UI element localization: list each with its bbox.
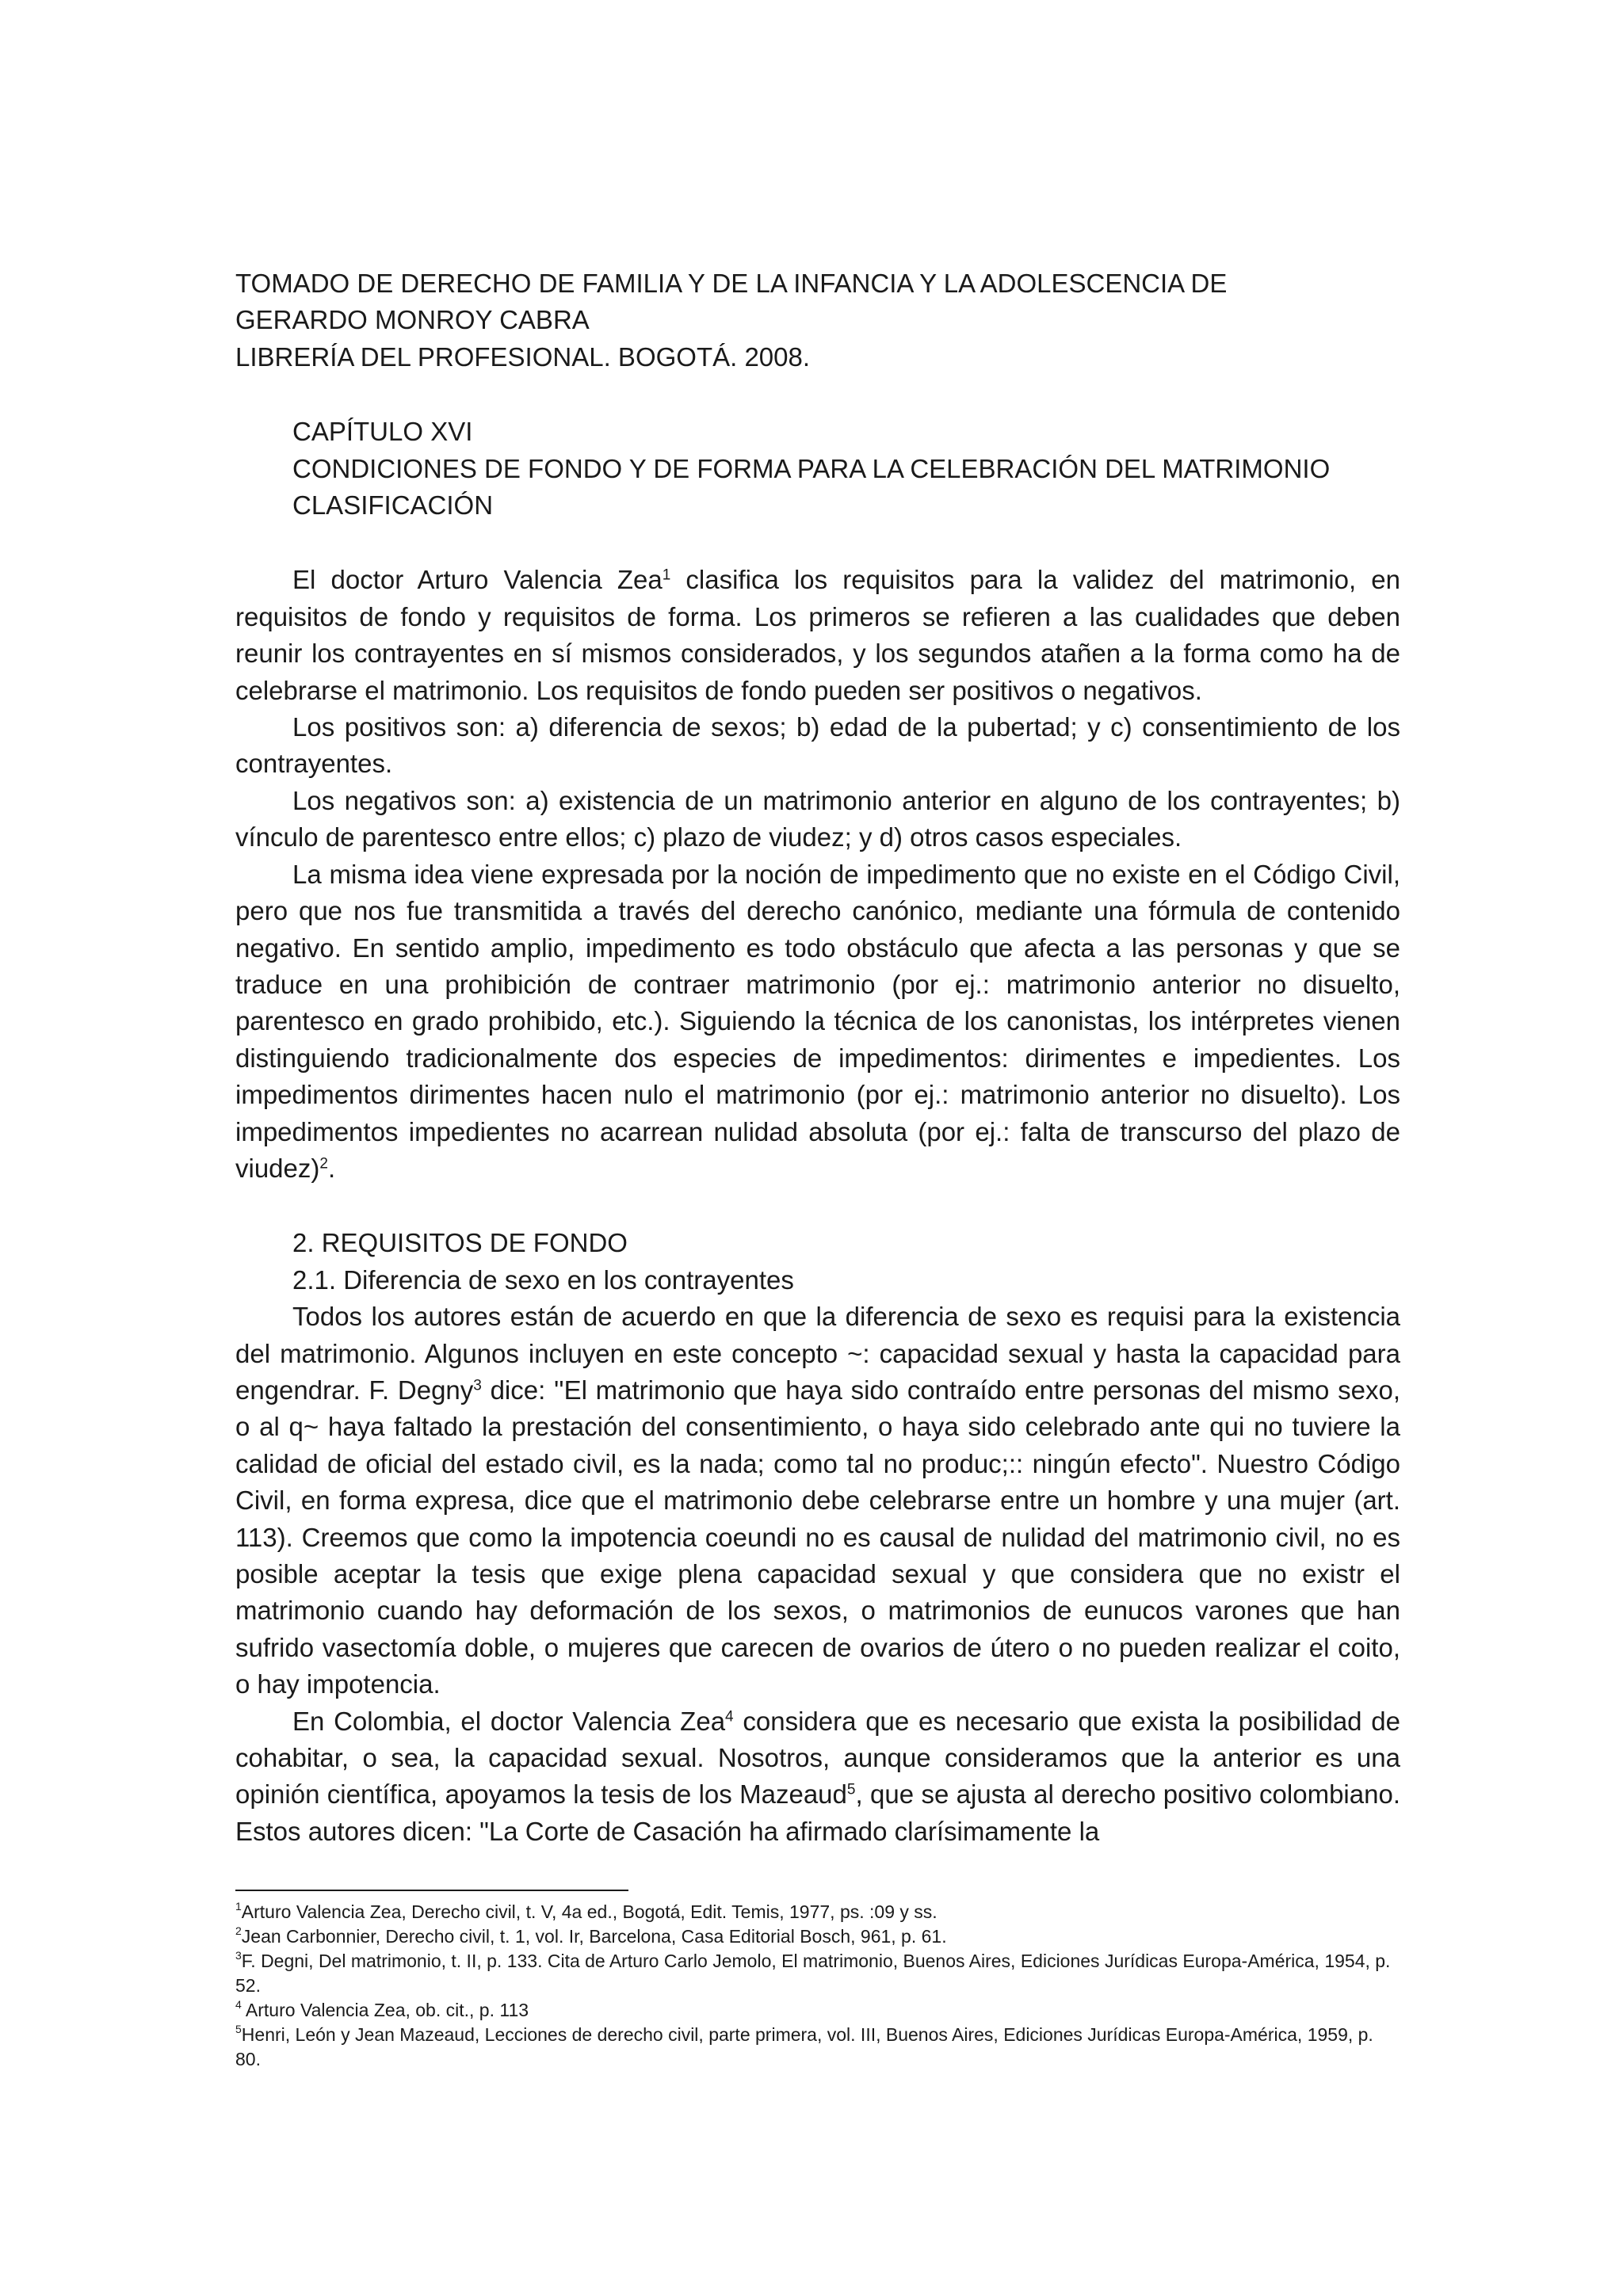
- source-line-2: GERARDO MONROY CABRA: [235, 305, 590, 335]
- paragraph-text: considera que es necesario que exista la posibilidad de cohabitar, o sea, la capacidad sexual. Nosotros, aunque consideramos que la anterior es una opinión científica, apoyamos la tesis de los Mazeaud: [235, 1706, 1400, 1810]
- section-body: [235, 1299, 1400, 1850]
- paragraph: [235, 1299, 1400, 1703]
- footnote-text: Jean Carbonnier, Derecho civil, t. 1, vol. Ir, Barcelona, Casa Editorial Bosch, 961, p. 61.: [241, 1926, 947, 1947]
- section-heading: [235, 1225, 1400, 1299]
- page-content: [235, 265, 1400, 1850]
- footnote-text: Arturo Valencia Zea, ob. cit., p. 113: [241, 2000, 529, 2020]
- footnote-number: 5: [235, 2023, 242, 2036]
- paragraph-text: La misma idea viene expresada por la noción de impedimento que no existe en el Código Civil, pero que nos fue transmitida a través del derecho canónico, mediante una fórmula de contenido negativo. En sentido amplio, impedimento es todo obstáculo que afecta a las personas y que se traduce en una prohibición de contraer matrimonio (por ej.: matrimonio anterior no disuelto, parentesco en grado prohibido, etc.). Siguiendo la técnica de los canonistas, los intérpretes vienen distinguiendo tradicionalmente dos especies de impedimentos: dirimentes e impedientes. Los impedimentos dirimentes hacen nulo el matrimonio (por ej.: matrimonio anterior no disuelto). Los impedimentos impedientes no acarrean nulidad absoluta (por ej.: falta de transcurso del plazo de viudez): [235, 859, 1400, 1183]
- footnote-ref: 2: [319, 1155, 328, 1173]
- chapter-subtitle: CLASIFICACIÓN: [292, 490, 494, 521]
- footnote-ref: 3: [473, 1377, 482, 1394]
- paragraph: Los negativos son: a) existencia de un matrimonio anterior en alguno de los contrayentes; b) vínculo de parentesco entre ellos; c) plazo de viudez; y d) otros casos especiales.: [235, 785, 1400, 852]
- source-header: [235, 265, 1400, 376]
- footnote-number: 3: [235, 1949, 242, 1962]
- paragraph: [235, 1703, 1400, 1851]
- footnote: [235, 1924, 1400, 1949]
- footnote-text: Henri, León y Jean Mazeaud, Lecciones de derecho civil, parte primera, vol. III, Buenos Aires, Ediciones Jurídicas Europa-América, 1959, p. 80.: [235, 2024, 1373, 2069]
- chapter-heading: [235, 414, 1400, 524]
- footnote: [235, 2023, 1400, 2072]
- footnote-separator: [235, 1890, 628, 1891]
- paragraph-text: El doctor Arturo Valencia Zea: [292, 565, 663, 595]
- paragraph: [235, 856, 1400, 1188]
- footnote-number: 2: [235, 1924, 242, 1938]
- chapter-title: CONDICIONES DE FONDO Y DE FORMA PARA LA CELEBRACIÓN DEL MATRIMONIO: [292, 453, 1331, 483]
- paragraph-text: , que se ajusta al derecho positivo colombiano. Estos autores dicen: "La Corte de Casación ha afirmado clarísimamente la: [235, 1779, 1400, 1846]
- footnotes: [235, 1900, 1400, 2072]
- paragraph: Los positivos son: a) diferencia de sexos; b) edad de la pubertad; y c) consentimiento de los contrayentes.: [235, 712, 1400, 779]
- footnote-ref: 5: [846, 1782, 856, 1799]
- footnote-number: 4: [235, 1998, 242, 2012]
- paragraph-text: clasifica los requisitos para la validez del matrimonio, en requisitos de fondo y requisitos de forma. Los primeros se refieren a las cualidades que deben reunir los contrayentes en sí mismos considerados, y los segundos atañen a la forma como ha de celebrarse el matrimonio. Los requisitos de fondo pueden ser positivos o negativos.: [235, 565, 1400, 705]
- section-subtitle: 2.1. Diferencia de sexo en los contrayentes: [292, 1264, 794, 1295]
- paragraph: [235, 562, 1400, 709]
- source-line-1: TOMADO DE DERECHO DE FAMILIA Y DE LA INFANCIA Y LA ADOLESCENCIA DE: [235, 269, 1228, 298]
- paragraph-text: .: [327, 1153, 336, 1183]
- section-title: 2. REQUISITOS DE FONDO: [292, 1228, 628, 1258]
- source-line-3: LIBRERÍA DEL PROFESIONAL. BOGOTÁ. 2008.: [235, 341, 811, 372]
- paragraph-text: Todos los autores están de acuerdo en que la diferencia de sexo es requisi para la existencia del matrimonio. Algunos incluyen en este concepto ~: capacidad sexual y hasta la capacidad para engendrar. F. Degny: [235, 1302, 1400, 1405]
- footnote-text: F. Degni, Del matrimonio, t. II, p. 133. Cita de Arturo Carlo Jemolo, El matrimonio, Buenos Aires, Ediciones Jurídicas Europa-América, 1954, p. 52.: [235, 1951, 1391, 1996]
- footnote-number: 1: [235, 1900, 242, 1913]
- chapter-number: CAPÍTULO XVI: [292, 417, 473, 447]
- intro-body: [235, 562, 1400, 1187]
- footnote: [235, 1998, 1400, 2023]
- footnote-ref: 1: [662, 567, 671, 585]
- footnote-text: Arturo Valencia Zea, Derecho civil, t. V, 4a ed., Bogotá, Edit. Temis, 1977, ps. :09 y ss.: [241, 1901, 938, 1922]
- paragraph-text: dice: ''El matrimonio que haya sido contraído entre personas del mismo sexo, o al q~ haya faltado la prestación del consentimiento, o haya sido celebrado ante qui no tuviere la calidad de oficial del estado civil, es la nada; como tal no produc;:: ningún efecto". Nuestro Código Civil, en forma expresa, dice que el matrimonio debe celebrarse entre un hombre y una mujer (art. 113). Creemos que como la impotencia coeundi no es causal de nulidad del matrimonio civil, no es posible aceptar la tesis que exige plena capacidad sexual y que considera que no existr el matrimonio cuando hay deformación de los sexos, o matrimonios de eunucos varones que han sufrido vasectomía doble, o mujeres que carecen de ovarios de útero o no pueden realizar el coito, o hay impotencia.: [235, 1375, 1400, 1699]
- footnote: [235, 1949, 1400, 1998]
- footnote-ref: 4: [725, 1708, 734, 1726]
- footnote: [235, 1900, 1400, 1924]
- paragraph-text: En Colombia, el doctor Valencia Zea: [292, 1706, 726, 1736]
